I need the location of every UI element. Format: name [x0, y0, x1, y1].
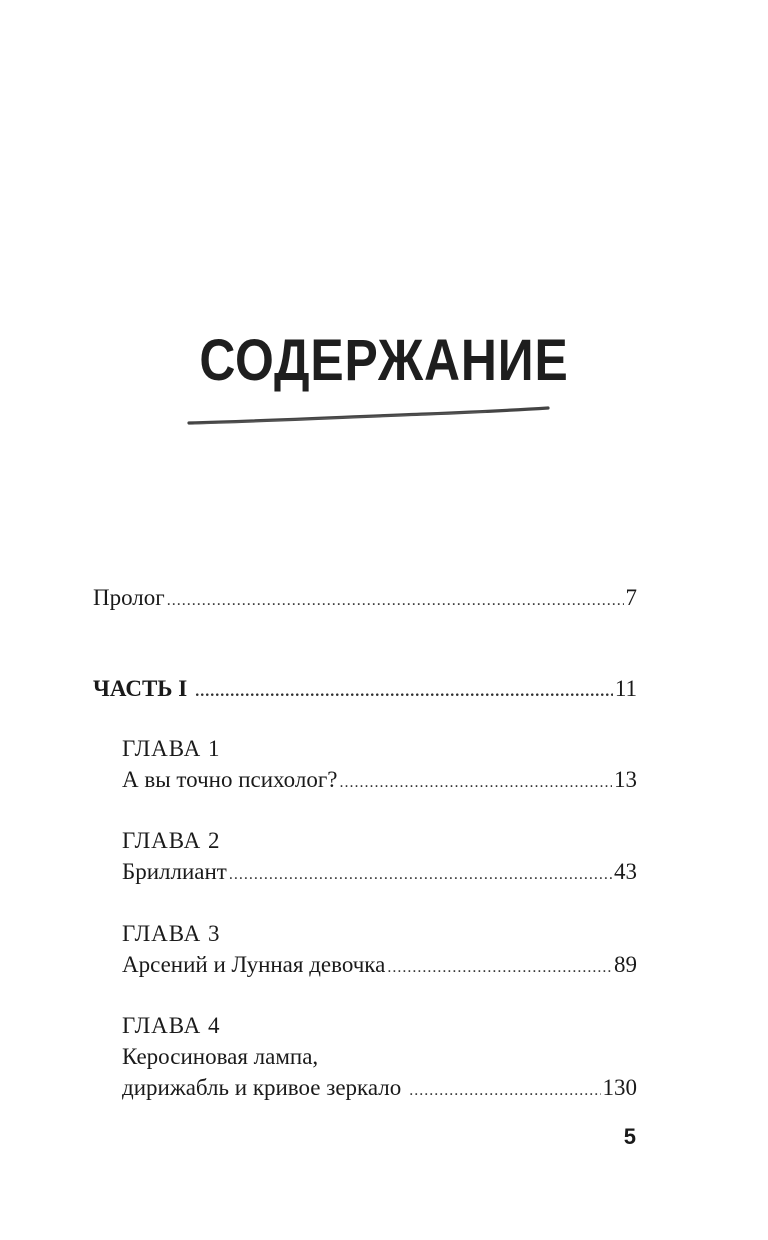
- toc-entry-chapter-1[interactable]: [122, 765, 637, 798]
- page-number: 5: [623, 1124, 636, 1149]
- toc-entry-chapter-4[interactable]: [122, 1073, 637, 1106]
- toc-entry-part-1[interactable]: [93, 674, 637, 707]
- toc-entry-page: 11: [614, 676, 637, 701]
- chapter-4-title-line-1: Керосиновая лампа,: [122, 1044, 319, 1069]
- dot-leader: [195, 677, 613, 707]
- chapter-4-heading: ГЛАВА 4: [122, 1013, 221, 1038]
- toc-entry-page: 130: [602, 1075, 637, 1100]
- dot-leader: [339, 768, 612, 798]
- toc-entry-prologue[interactable]: [93, 583, 637, 616]
- toc-entry-label: дирижабль и кривое зеркало: [122, 1075, 402, 1100]
- toc-entry-page: 89: [614, 952, 637, 977]
- toc-entry-page: 7: [625, 585, 637, 610]
- dot-leader: [409, 1076, 600, 1106]
- dot-leader: [167, 586, 624, 616]
- toc-entry-chapter-2[interactable]: [122, 857, 637, 890]
- toc-entry-page: 13: [614, 767, 637, 792]
- chapter-3-heading: ГЛАВА 3: [122, 921, 221, 946]
- toc-entry-page: 43: [614, 859, 637, 884]
- toc-entry-label: ЧАСТЬ I: [93, 676, 188, 701]
- toc-entry-label: А вы точно психолог?: [122, 767, 338, 792]
- page-title: СОДЕРЖАНИЕ: [199, 328, 569, 393]
- toc-entry-chapter-3[interactable]: [122, 950, 637, 983]
- chapter-1-heading: ГЛАВА 1: [122, 736, 221, 761]
- toc-entry-label: Бриллиант: [122, 859, 227, 884]
- dot-leader: [229, 860, 612, 890]
- dot-leader: [387, 953, 612, 983]
- toc-entry-label: Арсений и Лунная девочка: [122, 952, 386, 977]
- toc-entry-label: Пролог: [93, 585, 165, 610]
- chapter-2-heading: ГЛАВА 2: [122, 828, 221, 853]
